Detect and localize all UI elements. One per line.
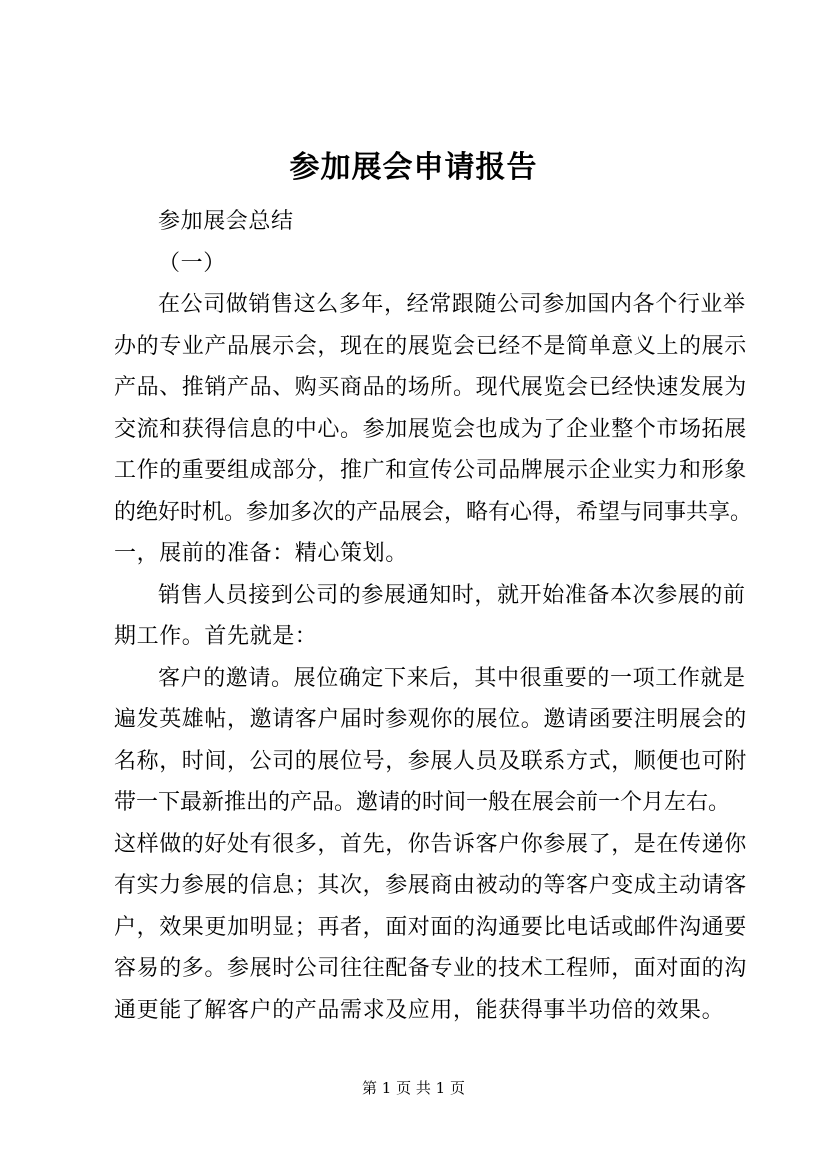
paragraph-line: 有实力参展的信息；其次，参展商由被动的等客户变成主动请客	[114, 873, 747, 898]
paragraph-line: 通更能了解客户的产品需求及应用，能获得事半功倍的效果。	[114, 997, 725, 1023]
document-body	[114, 201, 753, 1031]
paragraph-line: 工作的重要组成部分，推广和宣传公司品牌展示企业实力和形象	[114, 458, 747, 483]
document-title: 参加展会申请报告	[289, 150, 538, 185]
paragraph-line: 客户的邀请。展位确定下来后，其中很重要的一项工作就是	[158, 665, 746, 691]
paragraph-line: 容易的多。参展时公司往往配备专业的技术工程师，面对面的沟	[114, 956, 747, 981]
paragraph-line: 期工作。首先就是：	[114, 624, 318, 649]
paragraph-line: 这样做的好处有很多，首先，你告诉客户你参展了，是在传递你	[114, 831, 747, 857]
paragraph-line: 办的专业产品展示会，现在的展览会已经不是简单意义上的展示	[114, 333, 747, 359]
paragraph-line: 遍发英雄帖，邀请客户届时参观你的展位。邀请函要注明展会的	[114, 707, 747, 732]
subtitle-line: 参加展会总结	[158, 209, 294, 234]
paragraph-line: 的绝好时机。参加多次的产品展会，略有心得，希望与同事共享。	[114, 499, 753, 525]
paragraph-line: 带一下最新推出的产品。邀请的时间一般在展会前一个月左右。	[114, 790, 731, 815]
paragraph-line: 交流和获得信息的中心。参加展览会也成为了企业整个市场拓展	[114, 416, 747, 442]
page-footer: 第 1 页 共 1 页	[362, 1079, 465, 1097]
section-number-line: （一）	[158, 250, 226, 276]
section-heading-line: 一，展前的准备：精心策划。	[114, 541, 408, 566]
paragraph-line: 产品、推销产品、购买商品的场所。现代展览会已经快速发展为	[114, 375, 747, 400]
paragraph-line: 销售人员接到公司的参展通知时，就开始准备本次参展的前	[158, 582, 746, 608]
paragraph-line: 在公司做销售这么多年，经常跟随公司参加国内各个行业举	[158, 292, 746, 317]
paragraph-line: 户，效果更加明显；再者，面对面的沟通要比电话或邮件沟通要	[114, 914, 747, 940]
paragraph-line: 名称，时间，公司的展位号，参展人员及联系方式，顺便也可附	[114, 748, 747, 774]
